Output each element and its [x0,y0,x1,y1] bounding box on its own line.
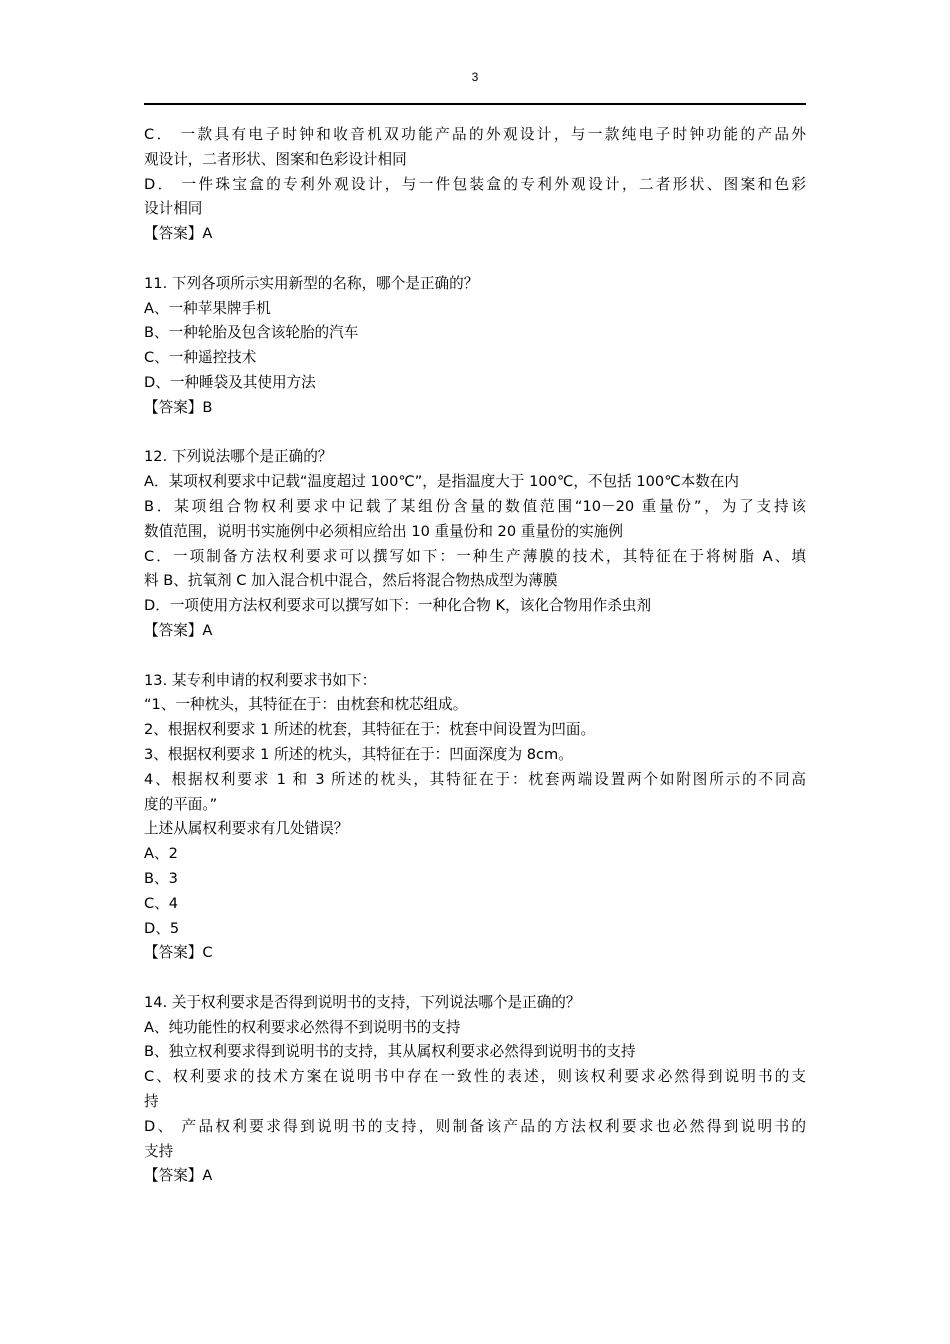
question-ask: 上述从属权利要求有几处错误？ [144,820,349,838]
option-d: D、一种睡袋及其使用方法 [144,373,316,391]
spacer [144,644,806,669]
page-content [144,123,806,1189]
claim-4-line-2: 度的平面。” [144,795,218,813]
option-d-line-1: D、 产品权利要求得到说明书的支持，则制备该产品的方法权利要求也必然得到说明书的 [144,1117,806,1135]
question-text: 14. 关于权利要求是否得到说明书的支持，下列说法哪个是正确的？ [144,993,581,1011]
question-14 [144,991,806,1189]
question-12 [144,445,806,643]
question-text: 11. 下列各项所示实用新型的名称，哪个是正确的？ [144,274,479,292]
option-a: A、一种苹果牌手机 [144,299,271,317]
spacer [144,247,806,272]
claim-2: 2、根据权利要求 1 所述的枕套，其特征在于：枕套中间设置为凹面。 [144,721,596,739]
claim-3: 3、根据权利要求 1 所述的枕头，其特征在于：凹面深度为 8cm。 [144,745,573,763]
option-d-line-2: 支持 [144,1142,174,1160]
question-13 [144,669,806,967]
spacer [144,966,806,991]
option-c-line-1: C．一项制备方法权利要求可以撰写如下：一种生产薄膜的技术，其特征在于将树脂 A、填 [144,547,806,565]
option-a: A．某项权利要求中记载“温度超过 100℃”，是指温度大于 100℃，不包括 100℃本数在内 [144,473,739,491]
claim-1: “1、一种枕头，其特征在于：由枕套和枕芯组成。 [144,696,468,714]
prev-question-block [144,123,806,247]
option-c-line-2: 观设计，二者形状、图案和色彩设计相同 [144,150,407,168]
header-rule [144,103,806,105]
question-text: 13. 某专利申请的权利要求书如下： [144,671,377,689]
option-b: B、一种轮胎及包含该轮胎的汽车 [144,324,359,342]
spacer [144,421,806,446]
option-b: B、独立权利要求得到说明书的支持，其从属权利要求必然得到说明书的支持 [144,1043,636,1061]
option-d: D、5 [144,919,180,937]
option-c: C、一种遥控技术 [144,349,257,367]
option-c-line-2: 持 [144,1093,159,1111]
answer: 【答案】A [144,1167,213,1185]
claim-4-line-1: 4、根据权利要求 1 和 3 所述的枕头，其特征在于：枕套两端设置两个如附图所示的不同高 [144,770,806,788]
option-d-line-2: 设计相同 [144,200,203,218]
option-d-line-1: D． 一件珠宝盒的专利外观设计，与一件包装盒的专利外观设计，二者形状、图案和色彩 [144,175,806,193]
option-c-line-1: C． 一款具有电子时钟和收音机双功能产品的外观设计，与一款纯电子时钟功能的产品外 [144,126,806,143]
answer: 【答案】A [144,225,213,243]
answer: 【答案】A [144,621,213,639]
answer: 【答案】B [144,398,213,416]
answer: 【答案】C [144,944,213,962]
option-b: B、3 [144,869,178,887]
option-d: D．一项使用方法权利要求可以撰写如下：一种化合物 K，该化合物用作杀虫剂 [144,597,652,615]
option-c: C、4 [144,894,179,912]
page-number: 3 [471,70,479,84]
option-b-line-1: B．某项组合物权利要求中记载了某组份含量的数值范围“10－20 重量份”，为了支持该 [144,497,806,515]
option-b-line-2: 数值范围，说明书实施例中必须相应给出 10 重量份和 20 重量份的实施例 [144,522,623,540]
option-a: A、纯功能性的权利要求必然得不到说明书的支持 [144,1018,461,1036]
question-text: 12. 下列说法哪个是正确的？ [144,448,333,466]
option-a: A、2 [144,845,178,863]
question-11 [144,272,806,421]
option-c-line-2: 料 B、抗氧剂 C 加入混合机中混合，然后将混合物热成型为薄膜 [144,572,558,590]
option-c-line-1: C、权利要求的技术方案在说明书中存在一致性的表述，则该权利要求必然得到说明书的支 [144,1068,806,1086]
